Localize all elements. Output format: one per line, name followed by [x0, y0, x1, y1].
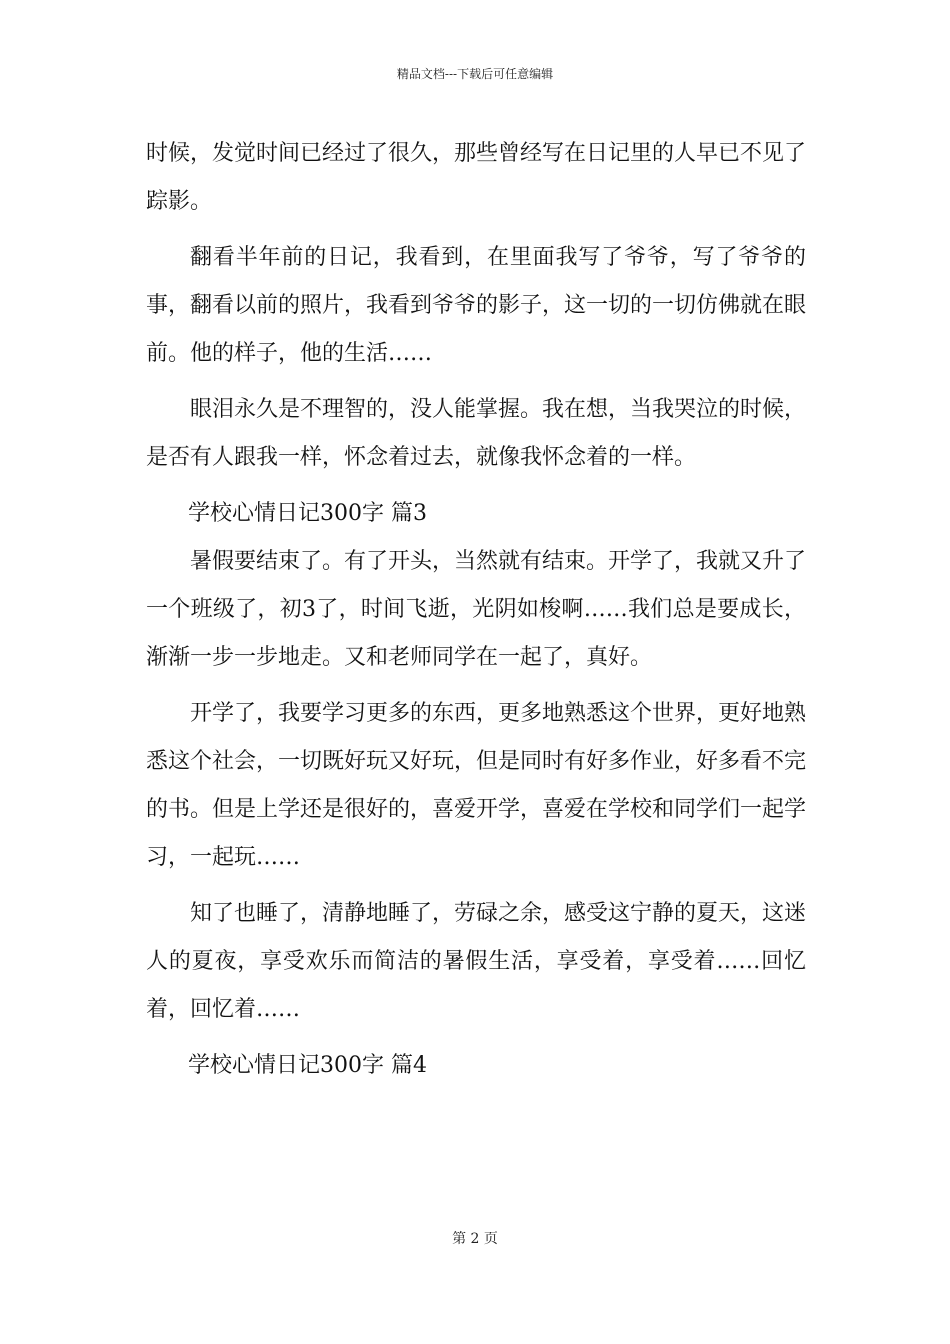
page-header: 精品文档---下载后可任意编辑 [396, 67, 554, 81]
section-heading: 学校心情日记300字 篇3 [188, 501, 427, 526]
document-body [146, 130, 806, 1090]
paragraph: 开学了，我要学习更多的东西，更多地熟悉这个世界，更好地熟悉这个社会，一切既好玩又好玩，但是同时有好多作业，好多看不完的书。但是上学还是很好的，喜爱开学，喜爱在学校和同学们一起学习，一起玩…… [146, 701, 807, 870]
paragraph: 眼泪永久是不理智的，没人能掌握。我在想，当我哭泣的时候，是否有人跟我一样，怀念着过去，就像我怀念着的一样。 [146, 397, 807, 470]
paragraph: 暑假要结束了。有了开头，当然就有结束。开学了，我就又升了一个班级了，初3了，时间飞逝，光阴如梭啊……我们总是要成长，渐渐一步一步地走。又和老师同学在一起了，真好。 [146, 549, 807, 670]
paragraph: 知了也睡了，清静地睡了，劳碌之余，感受这宁静的夏天，这迷人的夏夜，享受欢乐而简洁的暑假生活，享受着，享受着……回忆着，回忆着…… [146, 901, 807, 1022]
page-number: 第 2 页 [452, 1231, 498, 1247]
paragraph: 翻看半年前的日记，我看到，在里面我写了爷爷，写了爷爷的事，翻看以前的照片，我看到爷爷的影子，这一切的一切仿佛就在眼前。他的样子，他的生活…… [146, 245, 807, 366]
paragraph-continuation: 时候，发觉时间已经过了很久，那些曾经写在日记里的人早已不见了踪影。 [146, 141, 807, 214]
section-heading: 学校心情日记300字 篇4 [188, 1053, 427, 1078]
